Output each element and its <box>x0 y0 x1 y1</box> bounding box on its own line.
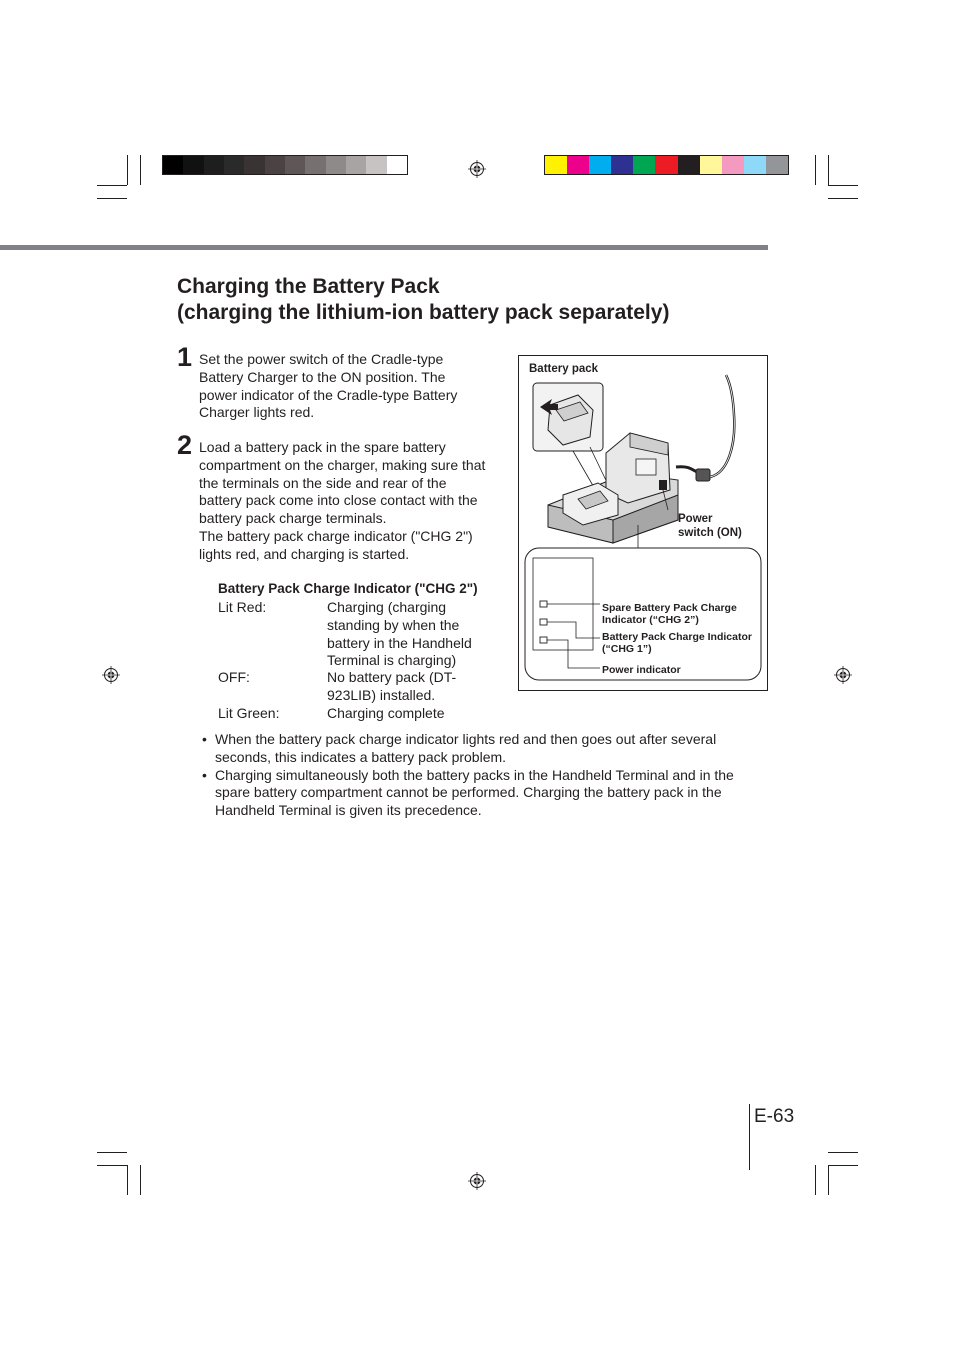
color-swatch <box>722 156 744 174</box>
color-swatch <box>366 156 386 174</box>
indicator-state-description: Charging complete <box>327 705 445 721</box>
color-swatch <box>744 156 766 174</box>
color-swatch <box>326 156 346 174</box>
power-switch-label <box>678 512 742 540</box>
notes-list <box>202 731 762 820</box>
color-swatch <box>265 156 285 174</box>
color-swatch <box>766 156 788 174</box>
pack-indicator-label <box>602 631 752 655</box>
note-text: Charging simultaneously both the battery packs in the Handheld Terminal and in the spare battery compartment cannot be performed. Charging the battery pack in the Handheld Terminal is given its precedence. <box>215 766 734 819</box>
indicator-state-label: Lit Red: <box>218 599 267 615</box>
bullet-icon: • <box>202 731 207 747</box>
pack-indicator-label-line-1: Battery Pack Charge Indicator <box>602 631 752 643</box>
color-swatch <box>183 156 203 174</box>
color-swatch <box>700 156 722 174</box>
color-swatch <box>244 156 264 174</box>
step-text-continued: The battery pack charge indicator ("CHG 2") lights red, and charging is started. <box>199 528 473 562</box>
grayscale-bar <box>162 155 408 175</box>
header-rule <box>0 245 768 250</box>
color-swatch <box>224 156 244 174</box>
step-text: Load a battery pack in the spare battery compartment on the charger, making sure that the terminals on the side and rear of the battery pack come into close contact with the battery pack charge terminals. <box>199 439 486 527</box>
spare-indicator-label-line-2: Indicator (“CHG 2”) <box>602 614 699 626</box>
spare-indicator-label <box>602 602 737 626</box>
registration-mark-icon <box>102 666 120 684</box>
color-swatch <box>589 156 611 174</box>
registration-mark-icon <box>468 160 486 178</box>
color-swatch <box>567 156 589 174</box>
page-number-rule <box>749 1104 750 1170</box>
registration-mark-icon <box>468 1172 486 1190</box>
page-title-line-2: (charging the lithium-ion battery pack separately) <box>177 301 670 324</box>
color-swatch <box>655 156 677 174</box>
color-bar <box>544 155 789 175</box>
pack-indicator-label-line-2: (“CHG 1”) <box>602 643 652 655</box>
color-swatch <box>678 156 700 174</box>
note-item <box>202 731 762 767</box>
step-text: Set the power switch of the Cradle-type Battery Charger to the ON position. The power indicator of the Cradle-type Battery Charger lights red. <box>199 351 458 421</box>
indicator-table-title: Battery Pack Charge Indicator ("CHG 2") <box>218 581 478 596</box>
color-swatch <box>285 156 305 174</box>
bullet-icon: • <box>202 766 207 783</box>
color-swatch <box>346 156 366 174</box>
battery-pack-label: Battery pack <box>529 363 599 375</box>
color-swatch <box>545 156 567 174</box>
page-number: E-63 <box>754 1106 795 1127</box>
step-number: 2 <box>177 430 193 460</box>
color-swatch <box>163 156 183 174</box>
indicator-state-description: Charging (charging standing by when the battery in the Handheld Terminal is charging) <box>327 599 472 669</box>
color-swatch <box>611 156 633 174</box>
color-swatch <box>387 156 407 174</box>
page-title-line-1: Charging the Battery Pack <box>177 275 440 298</box>
spare-indicator-label-line-1: Spare Battery Pack Charge <box>602 602 737 614</box>
power-switch-label-line-1: Power <box>678 513 713 525</box>
note-text: When the battery pack charge indicator lights red and then goes out after several seconds, this indicates a battery pack problem. <box>215 731 717 765</box>
page-title <box>177 274 669 326</box>
color-swatch <box>633 156 655 174</box>
charger-illustration <box>518 355 768 691</box>
step-number: 1 <box>177 342 193 372</box>
indicator-state-label: Lit Green: <box>218 705 280 721</box>
registration-mark-icon <box>834 666 852 684</box>
indicator-state-description: No battery pack (DT-923LIB) installed. <box>327 669 457 703</box>
color-swatch <box>204 156 224 174</box>
color-swatch <box>305 156 325 174</box>
note-item <box>202 767 762 820</box>
indicator-state-label: OFF: <box>218 669 250 685</box>
power-indicator-label: Power indicator <box>602 664 681 676</box>
power-switch-label-line-2: switch (ON) <box>678 527 742 539</box>
